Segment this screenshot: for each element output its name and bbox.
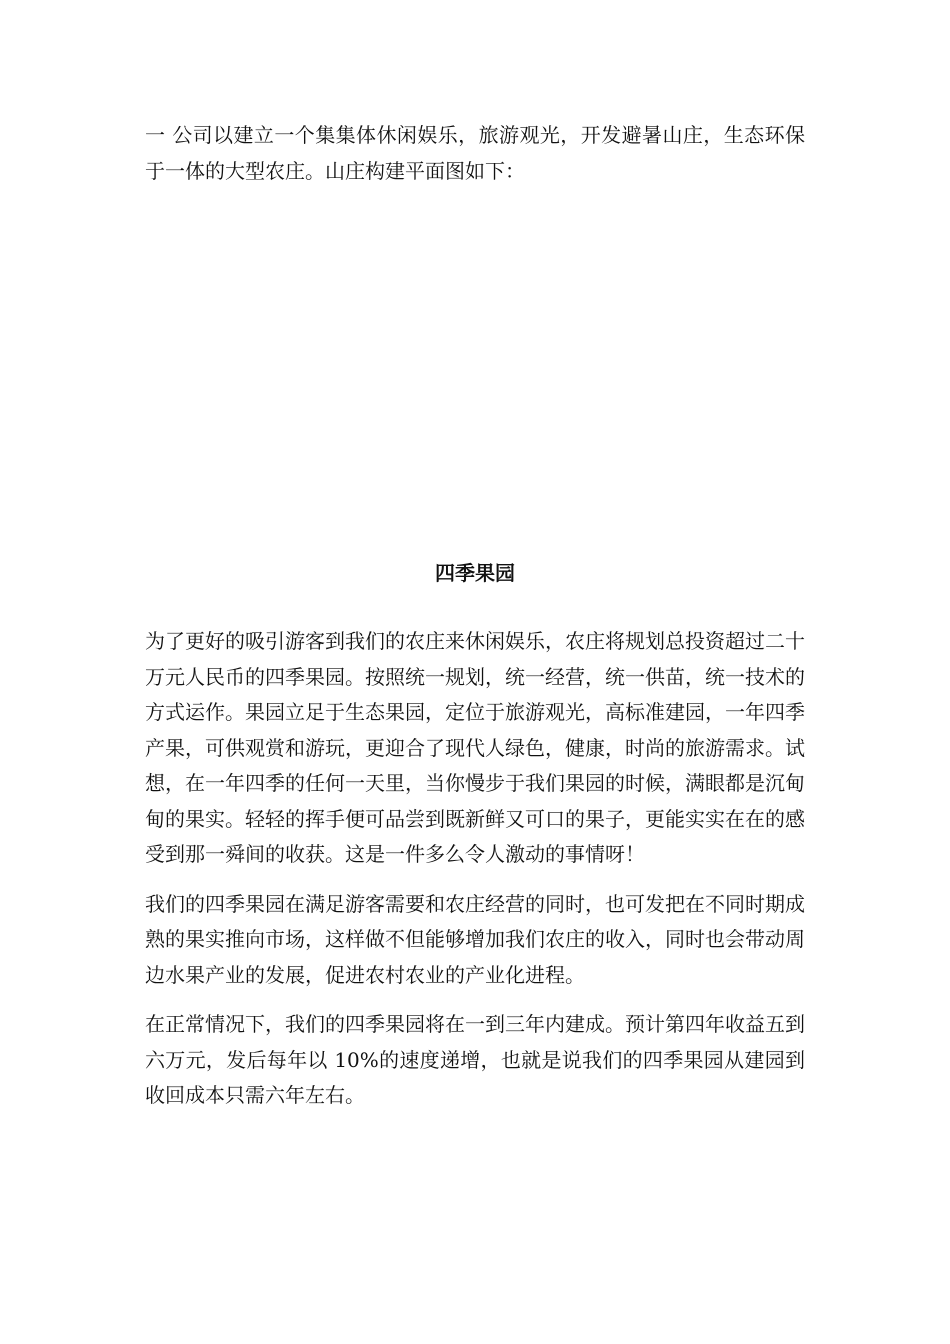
body-paragraph-2: 我们的四季果园在满足游客需要和农庄经营的同时，也可发把在不同时期成熟的果实推向市场，这样做不但能够增加我们农庄的收入，同时也会带动周边水果产业的发展，促进农村农业的产业化进程。: [145, 891, 805, 987]
body-paragraph-3: 在正常情况下，我们的四季果园将在一到三年内建成。预计第四年收益五到六万元，发后每年以 10%的速度递增，也就是说我们的四季果园从建园到收回成本只需六年左右。: [145, 1012, 805, 1107]
document-body: [145, 118, 805, 1114]
body-paragraph-1: 为了更好的吸引游客到我们的农庄来休闲娱乐，农庄将规划总投资超过二十万元人民币的四季果园。按照统一规划，统一经营，统一供苗，统一技术的方式运作。果园立足于生态果园，定位于旅游观光，高标准建园，一年四季产果，可供观赏和游玩，更迎合了现代人绿色，健康，时尚的旅游需求。试想，在一年四季的任何一天里，当你慢步于我们果园的时候，满眼都是沉甸甸的果实。轻轻的挥手便可品尝到既新鲜又可口的果子，更能实实在在的感受到那一舜间的收获。这是一件多么令人激动的事情呀！: [145, 629, 805, 866]
section-title: 四季果园: [435, 561, 515, 585]
site-plan-figure-area: [145, 189, 805, 556]
intro-paragraph: 一 公司以建立一个集集体休闲娱乐，旅游观光，开发避暑山庄，生态环保于一体的大型农庄。山庄构建平面图如下：: [145, 123, 805, 183]
